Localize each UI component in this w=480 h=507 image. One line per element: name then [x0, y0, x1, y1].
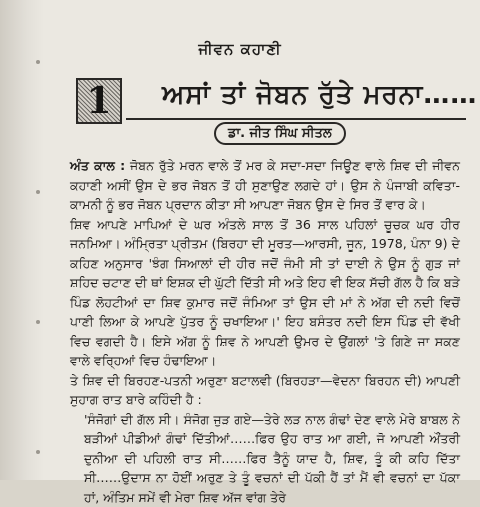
- paragraph-1: [70, 156, 460, 215]
- paragraph-lead: ਅੰਤ ਕਾਲ :: [70, 158, 125, 173]
- binding-hole: [36, 60, 40, 64]
- page-binding: [0, 0, 44, 480]
- paragraph-1-text: ਜੋਬਨ ਰੁੱਤੇ ਮਰਨ ਵਾਲੇ ਤੋਂ ਮਰ ਕੇ ਸਦਾ-ਸਦਾ ਜਿਊਣ ਵਾਲੇ ਸ਼ਿਵ ਦੀ ਜੀਵਨ ਕਹਾਣੀ ਅਸੀਂ ਉਸ ਦੇ ਭਰ ਜੋਬਨ ਤੋਂ ਹੀ ਸੁਣਾਉਣ ਲਗਦੇ ਹਾਂ। ਉਸ ਨੇ ਪੰਜਾਬੀ ਕਵਿਤਾ-ਕਾਮਨੀ ਨੂੰ ਭਰ ਜੋਬਨ ਪ੍ਰਦਾਨ ਕੀਤਾ ਸੀ ਆਪਣਾ ਜੋਬਨ ਉਸ ਦੇ ਸਿਰ ਤੋਂ ਵਾਰ ਕੇ।: [70, 158, 460, 212]
- chapter-number-box: [76, 78, 122, 124]
- section-subtitle: ਜੀਵਨ ਕਹਾਣੀ: [0, 40, 480, 58]
- chapter-title: ਅਸਾਂ ਤਾਂ ਜੋਬਨ ਰੁੱਤੇ ਮਰਨਾ……: [162, 80, 472, 111]
- paragraph-2: ਸ਼ਿਵ ਆਪਣੇ ਮਾਪਿਆਂ ਦੇ ਘਰ ਅੰਤਲੇ ਸਾਲ ਤੋਂ 36 ਸਾਲ ਪਹਿਲਾਂ ਚੂਚਕ ਘਰ ਹੀਰ ਜਨਮਿਆ। ਅੰਮ੍ਰਿਤਾ ਪ੍ਰੀਤਮ (ਬਿਰਹਾ ਦੀ ਮੂਰਤ—ਆਰਸੀ, ਜੂਨ, 1978, ਪੰਨਾ 9) ਦੇ ਕਹਿਣ ਅਨੁਸਾਰ 'ਝੰਗ ਸਿਆਲਾਂ ਦੀ ਹੀਰ ਜਦੋਂ ਜੰਮੀ ਸੀ ਤਾਂ ਦਾਈ ਨੇ ਉਸ ਨੂੰ ਗੁੜ ਜਾਂ ਸ਼ਹਿਦ ਚਟਾਣ ਦੀ ਥਾਂ ਇਸ਼ਕ ਦੀ ਘੁੱਟੀ ਦਿੱਤੀ ਸੀ ਅਤੇ ਇਹ ਵੀ ਇਕ ਸੱਚੀ ਗੱਲ ਹੈ ਕਿ ਬੜੇ ਪਿੰਡ ਲੋਹਟੀਆਂ ਦਾ ਸ਼ਿਵ ਕੁਮਾਰ ਜਦੋਂ ਜੰਮਿਆ ਤਾਂ ਉਸ ਦੀ ਮਾਂ ਨੇ ਅੱਗ ਦੀ ਨਦੀ ਵਿਚੋਂ ਪਾਣੀ ਲਿਆ ਕੇ ਆਪਣੇ ਪੁੱਤਰ ਨੂੰ ਚਖਾਇਆ।' ਇਹ ਬਸੰਤਰ ਨਦੀ ਇਸ ਪਿੰਡ ਦੀ ਵੱਖੀ ਵਿਚ ਵਗਦੀ ਹੈ। ਇਸੇ ਅੱਗ ਨੂੰ ਸ਼ਿਵ ਨੇ ਆਪਣੀ ਉਮਰ ਦੇ ਉਂਗਲਾਂ 'ਤੇ ਗਿਣੇ ਜਾ ਸਕਣ ਵਾਲੇ ਵਰ੍ਹਿਆਂ ਵਿਚ ਹੰਢਾਇਆ।: [70, 215, 460, 371]
- quote-paragraph: 'ਸੰਜੋਗਾਂ ਦੀ ਗੱਲ ਸੀ। ਸੰਜੋਗ ਜੁੜ ਗਏ—ਤੇਰੇ ਲੜ ਨਾਲ ਗੰਢਾਂ ਦੇਣ ਵਾਲੇ ਮੇਰੇ ਬਾਬਲ ਨੇ ਬੜੀਆਂ ਪੀਡੀਆਂ ਗੰਢਾਂ ਦਿੱਤੀਆਂ……ਫਿਰ ਉਹ ਰਾਤ ਆ ਗਈ, ਜੋ ਆਪਣੀ ਔਂਤਰੀ ਦੁਨੀਆ ਦੀ ਪਹਿਲੀ ਰਾਤ ਸੀ……ਫਿਰ ਤੈਨੂੰ ਯਾਦ ਹੈ, ਸ਼ਿਵ, ਤੂੰ ਕੀ ਕਹਿ ਦਿੱਤਾ ਸੀ……ਉਦਾਸ ਨਾ ਹੋਈਂ ਅਰੁਣ ਤੇ ਤੂੰ ਵਚਨਾਂ ਦੀ ਪੱਕੀ ਹੈਂ ਤਾਂ ਮੈਂ ਵੀ ਵਚਨਾਂ ਦਾ ਪੱਕਾ ਹਾਂ, ਅੰਤਿਮ ਸਮੇਂ ਵੀ ਮੇਰਾ ਸ਼ਿਵ ਅੱਜ ਵਾਂਗ ਤੇਰੇ: [70, 410, 460, 507]
- title-underline: [126, 118, 466, 120]
- binding-hole: [36, 190, 40, 194]
- paragraph-3: ਤੇ ਸ਼ਿਵ ਦੀ ਬਿਰਹਣ-ਪਤਨੀ ਅਰੁਣਾ ਬਟਾਲਵੀ (ਬਿਰਹੜਾ—ਵੇਦਨਾ ਬਿਰਹਨ ਦੀ) ਆਪਣੀ ਸੁਹਾਗ ਰਾਤ ਬਾਰੇ ਕਹਿੰਦੀ ਹੈ :: [70, 371, 460, 410]
- binding-hole: [36, 450, 40, 454]
- author-badge: ਡਾ. ਜੀਤ ਸਿੰਘ ਸੀਤਲ: [214, 122, 346, 145]
- binding-hole: [36, 320, 40, 324]
- body-text: [70, 156, 460, 507]
- chapter-number: 1: [86, 83, 111, 119]
